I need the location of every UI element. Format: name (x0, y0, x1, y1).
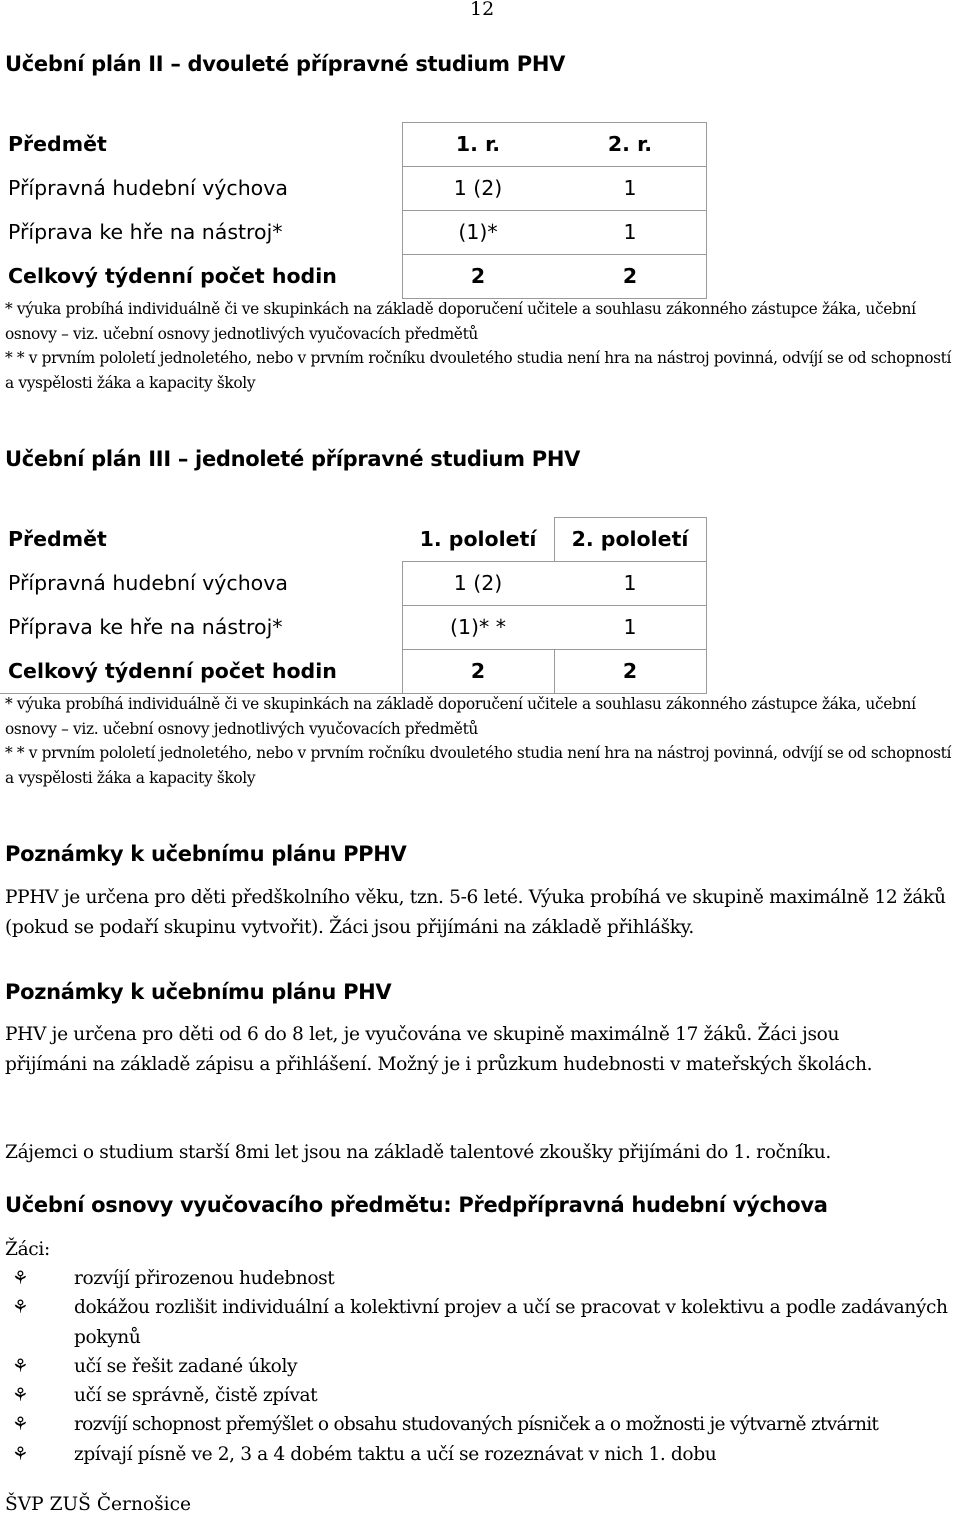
phv-text: PHV je určena pro děti od 6 do 8 let, je vyučována ve skupině maximálně 17 žáků. Žáci jsou přijímáni na základě zápisu a přihlášení. Možný je i průzkum hudebnosti v mateřských školách. (5, 1024, 873, 1075)
row-value: (1)* (458, 220, 498, 244)
flower-bullet-icon: ⚘ (12, 1414, 28, 1436)
table-header-row (0, 122, 710, 166)
row-subject: Přípravná hudební výchova (8, 571, 288, 595)
phv-heading: Poznámky k učebnímu plánu PHV (5, 980, 392, 1004)
pphv-text: PPHV je určena pro děti předškolního věku, tzn. 5-6 leté. Výuka probíhá ve skupině maximálně 12 žáků (pokud se podaří skupinu vytvořit). Žáci jsou přijímáni na základě přihlášky. (5, 887, 946, 938)
footer-school-name: ŠVP ZUŠ Černošice (5, 1494, 192, 1515)
row-value: (1)* * (449, 615, 507, 639)
table-row (0, 166, 710, 210)
table-row (0, 605, 710, 649)
row-subject: Přípravná hudební výchova (8, 176, 288, 200)
plan3-table (0, 517, 710, 693)
list-item-text: zpívají písně ve 2, 3 a 4 dobém taktu a učí se rozeznávat v nich 1. dobu (74, 1443, 717, 1465)
list-item (0, 1293, 960, 1352)
plan3-heading: Učební plán III – jednoleté přípravné studium PHV (5, 447, 581, 471)
row-value: 1 (623, 220, 637, 244)
page-number: 12 (470, 0, 495, 20)
plan2-table (0, 122, 710, 298)
table-row (0, 561, 710, 605)
list-item (0, 1440, 960, 1469)
flower-bullet-icon: ⚘ (12, 1297, 29, 1319)
plan3-footnote-2: * * v prvním pololetí jednoletého, nebo v prvním ročníku dvouletého studia není hra na nástroj povinná, odvíjí se od schopností a vyspělosti žáka a kapacity školy (5, 744, 952, 787)
col-header-subject: Předmět (8, 132, 107, 156)
list-item-text: učí se správně, čistě zpívat (74, 1385, 318, 1407)
list-item-text: učí se řešit zadané úkoly (74, 1355, 298, 1377)
table-row (0, 210, 710, 254)
total-value: 2 (622, 264, 638, 288)
row-value: 1 (2) (453, 176, 503, 200)
row-subject: Příprava ke hře na nástroj* (8, 220, 283, 244)
plan2-footnote-2: * * v prvním pololetí jednoletého, nebo v prvním ročníku dvouletého studia není hra na nástroj povinná, odvíjí se od schopností a vyspělosti žáka a kapacity školy (5, 349, 952, 392)
list-item (0, 1381, 960, 1410)
osnovy-heading: Učební osnovy vyučovacího předmětu: Předpřípravná hudební výchova (5, 1193, 828, 1217)
list-item-text: rozvíjí schopnost přemýšlet o obsahu studovaných písniček a o možnosti je výtvarně ztvárnit (74, 1414, 879, 1436)
table-total-row (0, 649, 710, 693)
total-value: 2 (470, 659, 486, 683)
table-header-row (0, 517, 710, 561)
list-item (0, 1410, 960, 1439)
goals-list (0, 1264, 960, 1469)
phv-text-2: Zájemci o studium starší 8mi let jsou na základě talentové zkoušky přijímáni do 1. ročníku. (5, 1142, 831, 1163)
plan2-footnote-1: * výuka probíhá individuálně či ve skupinkách na základě doporučení učitele a souhlasu zákonného zástupce žáka, učební osnovy – viz. učební osnovy jednotlivých vyučovacích předmětů (5, 300, 916, 343)
list-item-text: dokážou rozlišit individuální a kolektivní projev a učí se pracovat v kolektivu a podle zadávaných pokynů (74, 1297, 948, 1348)
plan3-footnote-1: * výuka probíhá individuálně či ve skupinkách na základě doporučení učitele a souhlasu zákonného zástupce žáka, učební osnovy – viz. učební osnovy jednotlivých vyučovacích předmětů (5, 695, 916, 738)
row-value: 1 (2) (453, 571, 503, 595)
list-item (0, 1264, 960, 1293)
table-total-row (0, 254, 710, 298)
total-value: 2 (622, 659, 638, 683)
flower-bullet-icon: ⚘ (12, 1443, 29, 1465)
pphv-heading: Poznámky k učebnímu plánu PPHV (5, 842, 407, 866)
flower-bullet-icon: ⚘ (12, 1385, 29, 1407)
list-item (0, 1352, 960, 1381)
flower-bullet-icon: ⚘ (12, 1355, 29, 1377)
row-value: 1 (623, 615, 637, 639)
row-value: 1 (623, 176, 637, 200)
col-header-year1: 1. r. (455, 132, 501, 156)
col-header-semester2: 2. pololetí (571, 527, 689, 551)
col-header-subject: Předmět (8, 527, 107, 551)
total-label: Celkový týdenní počet hodin (8, 659, 337, 683)
list-item-text: rozvíjí přirozenou hudebnost (74, 1268, 335, 1289)
col-header-year2: 2. r. (607, 132, 653, 156)
flower-bullet-icon: ⚘ (12, 1268, 29, 1289)
row-value: 1 (623, 571, 637, 595)
osnovy-label: Žáci: (5, 1239, 50, 1260)
plan2-heading: Učební plán II – dvouleté přípravné studium PHV (5, 52, 566, 76)
total-label: Celkový týdenní počet hodin (8, 264, 337, 288)
total-value: 2 (470, 264, 486, 288)
row-subject: Příprava ke hře na nástroj* (8, 615, 283, 639)
col-header-semester1: 1. pololetí (419, 527, 537, 551)
